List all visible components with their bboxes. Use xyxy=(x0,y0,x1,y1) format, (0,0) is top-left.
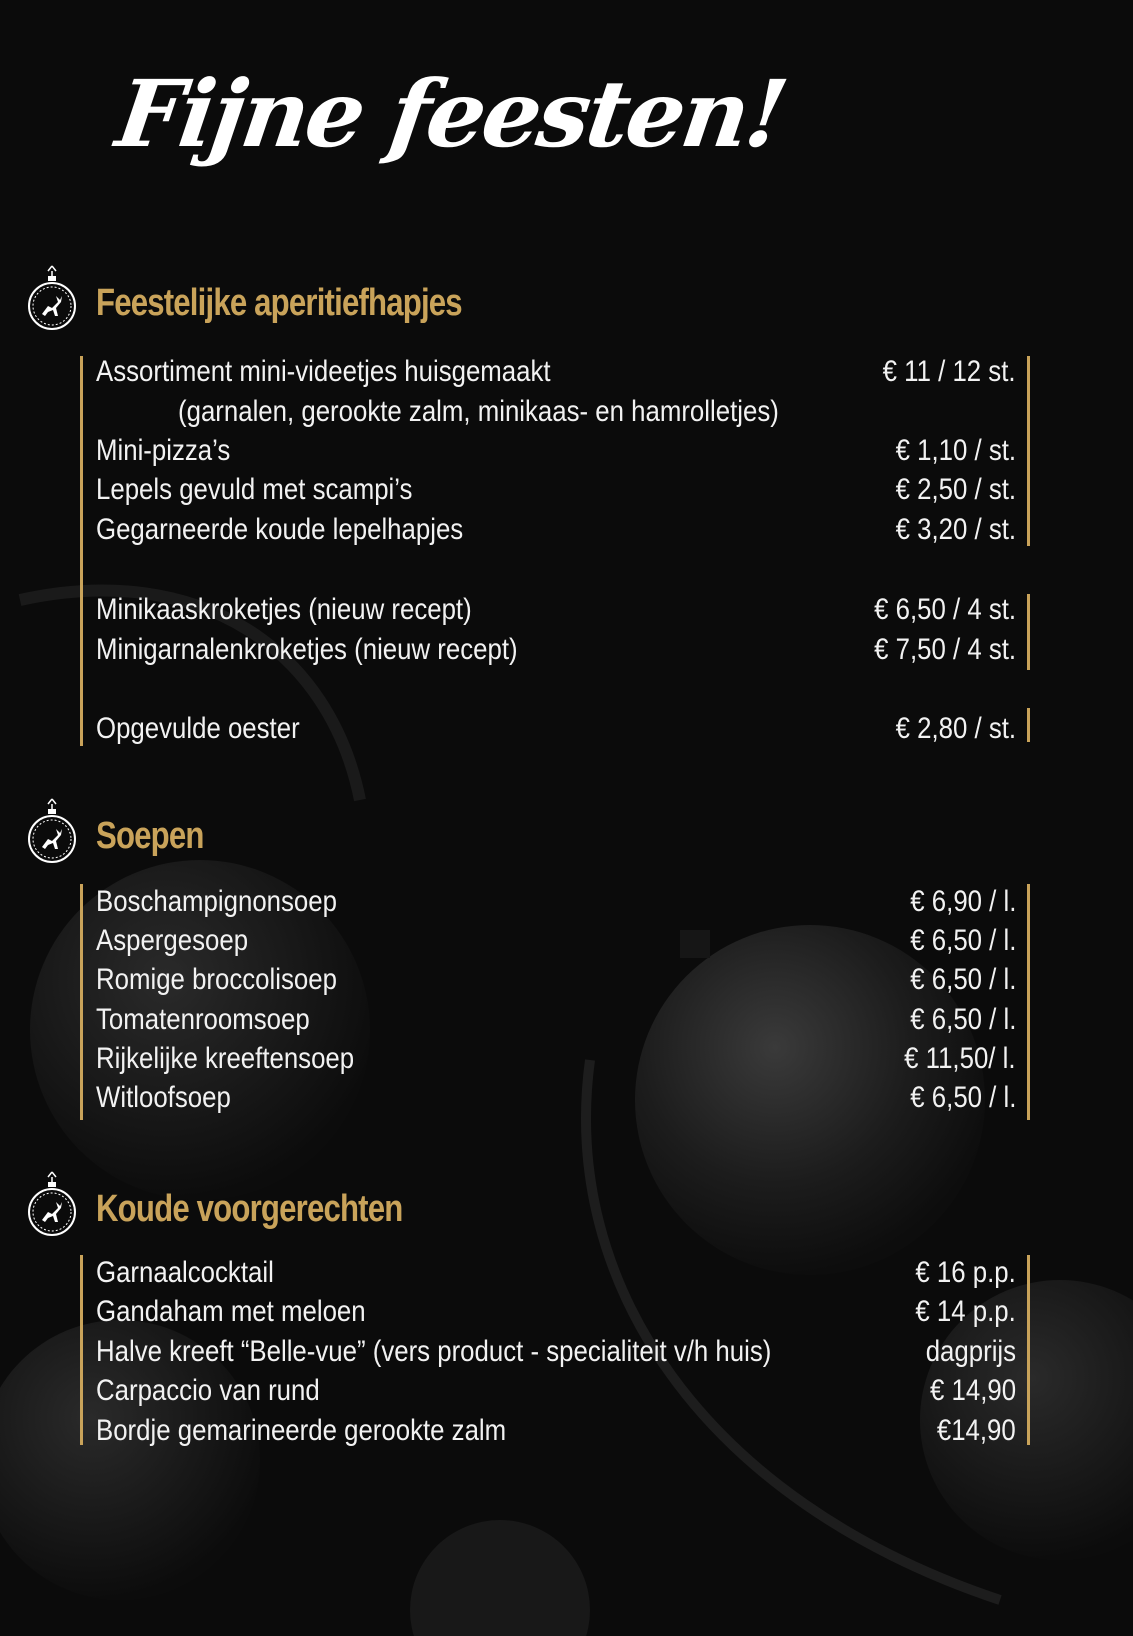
item-name: Mini-pizza’s xyxy=(96,434,231,467)
menu-item xyxy=(96,1253,1016,1293)
menu-item xyxy=(96,921,1016,961)
item-price: € 1,10 / st. xyxy=(895,434,1016,467)
menu-item xyxy=(96,1078,1016,1118)
item-name: Gegarneerde koude lepelhapjes xyxy=(96,513,464,546)
menu-item xyxy=(96,1411,1016,1451)
section-title: Soepen xyxy=(96,815,204,857)
menu-item xyxy=(96,1292,1016,1332)
item-price: €14,90 xyxy=(937,1414,1016,1447)
gold-bar-right xyxy=(1027,1255,1030,1445)
item-price: € 7,50 / 4 st. xyxy=(874,633,1016,666)
menu-item xyxy=(96,1000,1016,1040)
item-price: € 11 / 12 st. xyxy=(883,355,1016,388)
item-name: Tomatenroomsoep xyxy=(96,1003,310,1036)
gold-bar-right xyxy=(1027,356,1030,546)
item-price: € 6,50 / l. xyxy=(909,963,1016,996)
page-title: Fijne feesten! xyxy=(110,60,792,168)
gold-bar-left xyxy=(80,356,83,746)
item-name: Halve kreeft “Belle-vue” (vers product - specialiteit v/h huis) xyxy=(96,1335,772,1368)
menu-item xyxy=(96,630,1016,670)
item-price: € 2,50 / st. xyxy=(895,473,1016,506)
item-name: Lepels gevuld met scampi’s xyxy=(96,473,413,506)
item-name: Boschampignonsoep xyxy=(96,885,337,918)
menu-item xyxy=(96,352,1016,392)
item-price: € 6,90 / l. xyxy=(909,885,1016,918)
gold-bar-left xyxy=(80,1255,83,1445)
item-price: € 16 p.p. xyxy=(915,1256,1016,1289)
menu-item xyxy=(96,960,1016,1000)
item-price: € 6,50 / l. xyxy=(909,1003,1016,1036)
reindeer-bauble-icon xyxy=(26,797,78,867)
item-name: Rijkelijke kreeftensoep xyxy=(96,1042,355,1075)
item-name: Witloofsoep xyxy=(96,1081,231,1114)
menu-item xyxy=(96,431,1016,471)
gold-bar-left xyxy=(80,884,83,1120)
section-header-koude-voorgerechten xyxy=(26,1170,926,1240)
menu-item xyxy=(96,1332,1016,1372)
item-name: Assortiment mini-videetjes huisgemaakt xyxy=(96,355,551,388)
item-name: Garnaalcocktail xyxy=(96,1256,274,1289)
menu-item xyxy=(96,470,1016,510)
section-header-soepen xyxy=(26,797,926,867)
item-name: Gandaham met meloen xyxy=(96,1295,366,1328)
bauble-disco xyxy=(410,1520,590,1636)
gold-bar-right xyxy=(1027,884,1030,1120)
section-title: Koude voorgerechten xyxy=(96,1188,403,1230)
menu-item xyxy=(96,590,1016,630)
item-price: dagprijs xyxy=(925,1335,1016,1368)
item-note: (garnalen, gerookte zalm, minikaas- en hamrolletjes) xyxy=(178,395,779,428)
item-name: Opgevulde oester xyxy=(96,712,300,745)
item-name: Minikaaskroketjes (nieuw recept) xyxy=(96,593,472,626)
item-price: € 11,50/ l. xyxy=(904,1042,1016,1075)
menu-item-note xyxy=(96,392,1016,432)
item-price: € 6,50 / l. xyxy=(909,1081,1016,1114)
item-name: Carpaccio van rund xyxy=(96,1374,320,1407)
menu-item xyxy=(96,882,1016,922)
item-price: € 6,50 / 4 st. xyxy=(874,593,1016,626)
item-price: € 14,90 xyxy=(929,1374,1016,1407)
item-name: Bordje gemarineerde gerookte zalm xyxy=(96,1414,507,1447)
gold-bar-right xyxy=(1027,708,1030,742)
item-price: € 2,80 / st. xyxy=(895,712,1016,745)
menu-item xyxy=(96,510,1016,550)
item-name: Aspergesoep xyxy=(96,924,249,957)
reindeer-bauble-icon xyxy=(26,264,78,334)
menu-item xyxy=(96,1039,1016,1079)
section-title: Feestelijke aperitiefhapjes xyxy=(96,282,462,324)
item-name: Minigarnalenkroketjes (nieuw recept) xyxy=(96,633,518,666)
menu-item xyxy=(96,1371,1016,1411)
item-name: Romige broccolisoep xyxy=(96,963,337,996)
gold-bar-right xyxy=(1027,594,1030,670)
item-price: € 14 p.p. xyxy=(915,1295,1016,1328)
reindeer-bauble-icon xyxy=(26,1170,78,1240)
section-header-aperitiefhapjes xyxy=(26,264,926,334)
menu-item xyxy=(96,709,1016,749)
item-price: € 6,50 / l. xyxy=(909,924,1016,957)
item-price: € 3,20 / st. xyxy=(895,513,1016,546)
